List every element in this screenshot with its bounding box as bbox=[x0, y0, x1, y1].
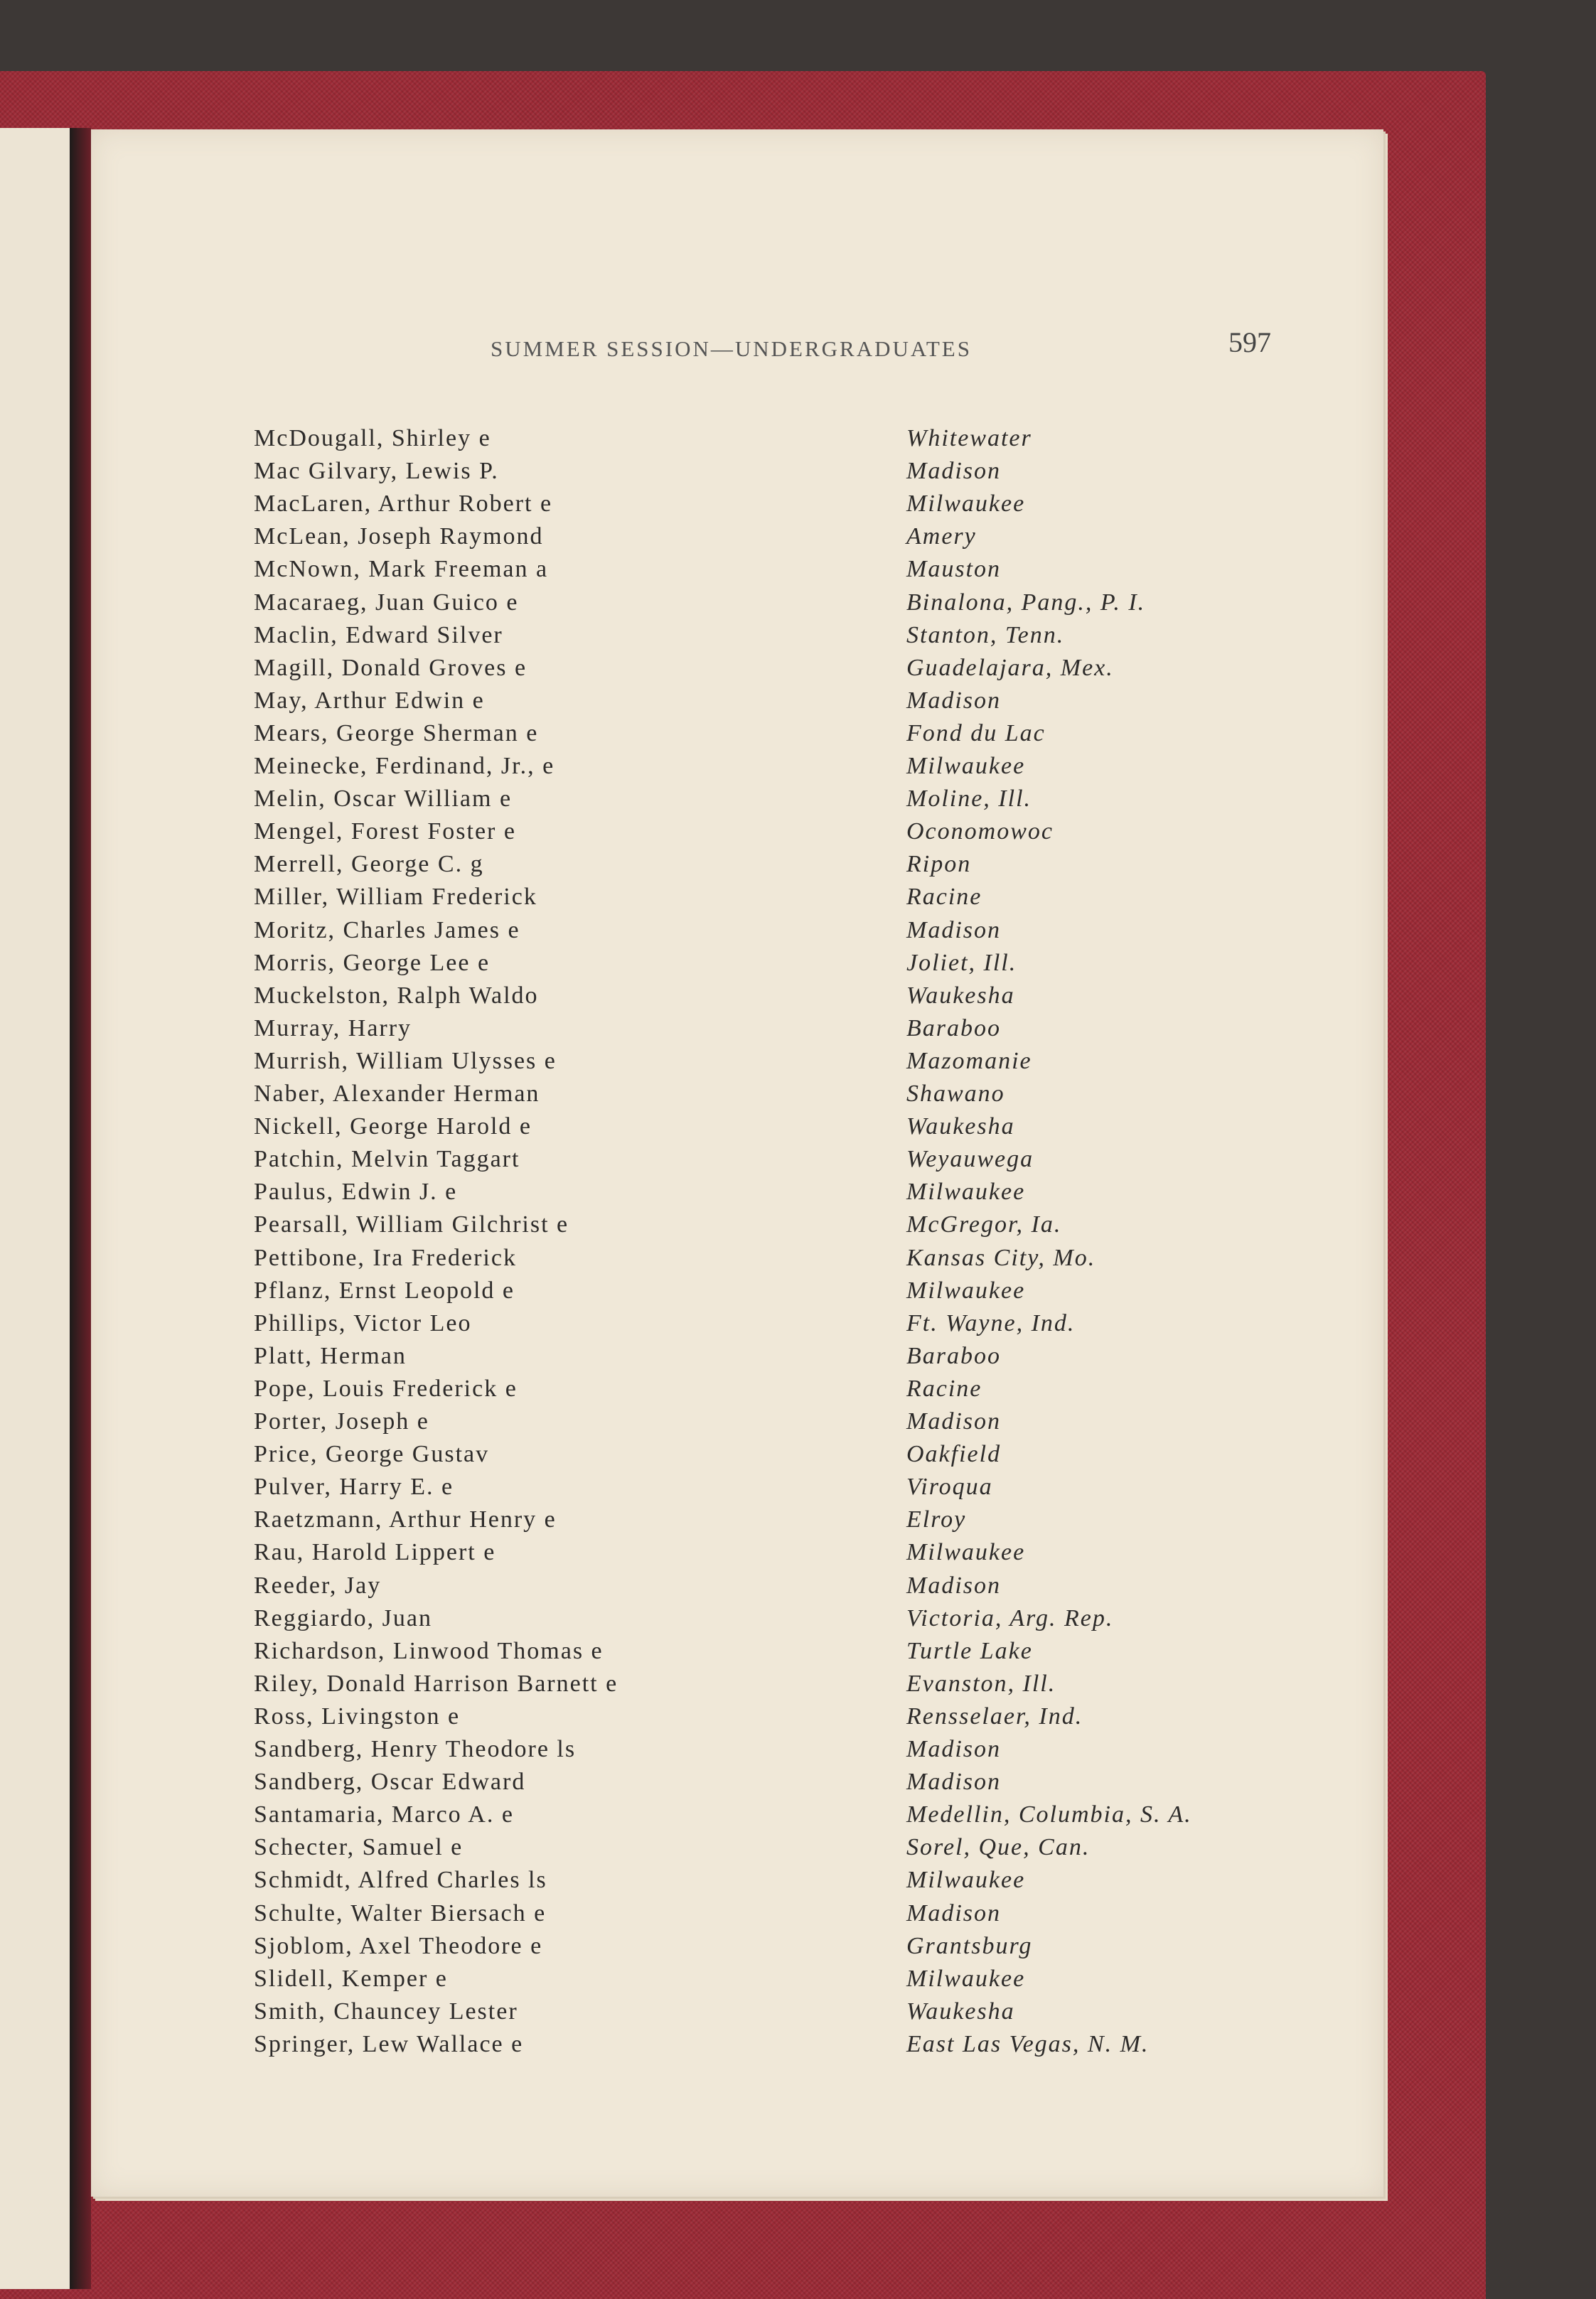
page-number: 597 bbox=[1228, 326, 1271, 358]
student-name: Macaraeg, Juan Guico e bbox=[254, 589, 519, 616]
student-hometown: Rensselaer, Ind. bbox=[906, 1703, 1083, 1730]
student-name: May, Arthur Edwin e bbox=[254, 687, 485, 714]
student-name: Ross, Livingston e bbox=[254, 1703, 461, 1730]
student-hometown: Grantsburg bbox=[906, 1932, 1033, 1959]
list-item bbox=[0, 1769, 1596, 1801]
student-name: Pettibone, Ira Frederick bbox=[254, 1244, 517, 1271]
student-hometown: Milwaukee bbox=[906, 1965, 1026, 1992]
student-name: Paulus, Edwin J. e bbox=[254, 1179, 458, 1206]
list-item bbox=[0, 1408, 1596, 1441]
student-hometown: Amery bbox=[906, 523, 977, 550]
student-name: Sjoblom, Axel Theodore e bbox=[254, 1932, 543, 1959]
student-hometown: Oakfield bbox=[906, 1441, 1002, 1468]
list-item bbox=[0, 1015, 1596, 1048]
student-hometown: Guadelajara, Mex. bbox=[906, 654, 1114, 681]
list-item bbox=[0, 655, 1596, 687]
list-item bbox=[0, 556, 1596, 589]
list-item bbox=[0, 1671, 1596, 1703]
student-hometown: Waukesha bbox=[906, 1113, 1015, 1140]
student-hometown: Weyauwega bbox=[906, 1146, 1034, 1173]
list-item bbox=[0, 950, 1596, 982]
student-hometown: Milwaukee bbox=[906, 1179, 1026, 1206]
list-item bbox=[0, 1736, 1596, 1769]
student-name: Reggiardo, Juan bbox=[254, 1604, 432, 1631]
student-hometown: Mauston bbox=[906, 556, 1001, 583]
list-item bbox=[0, 1703, 1596, 1736]
student-name: Murrish, William Ulysses e bbox=[254, 1047, 557, 1074]
student-hometown: Viroqua bbox=[906, 1474, 993, 1501]
student-name: Magill, Donald Groves e bbox=[254, 654, 527, 681]
student-name: Riley, Donald Harrison Barnett e bbox=[254, 1670, 618, 1697]
list-item bbox=[0, 1900, 1596, 1933]
student-name: Pearsall, William Gilchrist e bbox=[254, 1211, 569, 1238]
student-name: Richardson, Linwood Thomas e bbox=[254, 1637, 604, 1664]
student-hometown: Madison bbox=[906, 1408, 1001, 1435]
list-item bbox=[0, 1081, 1596, 1113]
student-name: Mengel, Forest Foster e bbox=[254, 818, 516, 845]
list-item bbox=[0, 917, 1596, 950]
student-name: Pflanz, Ernst Leopold e bbox=[254, 1277, 515, 1304]
student-name: Melin, Oscar William e bbox=[254, 786, 513, 813]
list-item bbox=[0, 458, 1596, 491]
student-hometown: Moline, Ill. bbox=[906, 786, 1032, 813]
student-name: MacLaren, Arthur Robert e bbox=[254, 491, 553, 518]
student-hometown: Fond du Lac bbox=[906, 719, 1046, 746]
student-name: Naber, Alexander Herman bbox=[254, 1081, 540, 1107]
list-item bbox=[0, 2031, 1596, 2064]
student-hometown: East Las Vegas, N. M. bbox=[906, 2030, 1150, 2057]
student-hometown: Oconomowoc bbox=[906, 818, 1054, 845]
student-hometown: Sorel, Que, Can. bbox=[906, 1834, 1091, 1861]
list-item bbox=[0, 1605, 1596, 1638]
student-name: Reeder, Jay bbox=[254, 1572, 382, 1599]
student-hometown: Milwaukee bbox=[906, 1867, 1026, 1894]
student-hometown: Ft. Wayne, Ind. bbox=[906, 1309, 1076, 1336]
list-item bbox=[0, 1966, 1596, 1998]
list-item bbox=[0, 1245, 1596, 1277]
student-hometown: Madison bbox=[906, 1769, 1001, 1796]
list-item bbox=[0, 491, 1596, 523]
list-item bbox=[0, 1506, 1596, 1539]
student-name: Schulte, Walter Biersach e bbox=[254, 1899, 547, 1926]
student-hometown: Racine bbox=[906, 884, 982, 911]
list-item bbox=[0, 1310, 1596, 1343]
student-name: McNown, Mark Freeman a bbox=[254, 556, 549, 583]
student-hometown: Madison bbox=[906, 1736, 1001, 1762]
list-item bbox=[0, 589, 1596, 622]
list-item bbox=[0, 982, 1596, 1015]
list-item bbox=[0, 425, 1596, 458]
student-name: Porter, Joseph e bbox=[254, 1408, 429, 1435]
student-name: Mac Gilvary, Lewis P. bbox=[254, 458, 499, 485]
student-name: Patchin, Melvin Taggart bbox=[254, 1146, 520, 1173]
student-name: Platt, Herman bbox=[254, 1342, 407, 1369]
student-name: Meinecke, Ferdinand, Jr., e bbox=[254, 753, 555, 779]
student-hometown: Turtle Lake bbox=[906, 1637, 1033, 1664]
student-name: Merrell, George C. g bbox=[254, 851, 484, 878]
list-item bbox=[0, 1376, 1596, 1408]
student-name: Moritz, Charles James e bbox=[254, 916, 520, 943]
student-hometown: Waukesha bbox=[906, 982, 1015, 1009]
student-name: Muckelston, Ralph Waldo bbox=[254, 982, 539, 1009]
student-hometown: Stanton, Tenn. bbox=[906, 621, 1065, 648]
student-hometown: Ripon bbox=[906, 851, 972, 878]
student-hometown: Racine bbox=[906, 1375, 982, 1402]
student-hometown: Kansas City, Mo. bbox=[906, 1244, 1096, 1271]
student-name: Phillips, Victor Leo bbox=[254, 1309, 472, 1336]
student-hometown: Medellin, Columbia, S. A. bbox=[906, 1801, 1192, 1828]
student-name: Slidell, Kemper e bbox=[254, 1965, 448, 1992]
student-hometown: Baraboo bbox=[906, 1014, 1001, 1041]
student-name: McLean, Joseph Raymond bbox=[254, 523, 544, 550]
list-item bbox=[0, 1867, 1596, 1899]
list-item bbox=[0, 1933, 1596, 1966]
student-hometown: Milwaukee bbox=[906, 1539, 1026, 1566]
list-item bbox=[0, 1801, 1596, 1834]
list-item bbox=[0, 1211, 1596, 1244]
student-name: Miller, William Frederick bbox=[254, 884, 537, 911]
list-item bbox=[0, 1179, 1596, 1211]
student-hometown: Victoria, Arg. Rep. bbox=[906, 1604, 1114, 1631]
student-hometown: Joliet, Ill. bbox=[906, 949, 1017, 976]
list-item bbox=[0, 753, 1596, 786]
student-hometown: Madison bbox=[906, 458, 1001, 485]
student-name: Raetzmann, Arthur Henry e bbox=[254, 1506, 557, 1533]
list-item bbox=[0, 1474, 1596, 1506]
list-item bbox=[0, 1539, 1596, 1572]
list-item bbox=[0, 786, 1596, 818]
list-item bbox=[0, 687, 1596, 720]
list-item bbox=[0, 720, 1596, 753]
list-item bbox=[0, 1048, 1596, 1081]
student-hometown: Elroy bbox=[906, 1506, 967, 1533]
student-name: Pope, Louis Frederick e bbox=[254, 1375, 518, 1402]
student-hometown: Madison bbox=[906, 916, 1001, 943]
student-hometown: Baraboo bbox=[906, 1342, 1001, 1369]
student-hometown: Madison bbox=[906, 687, 1001, 714]
student-name: Sandberg, Henry Theodore ls bbox=[254, 1736, 577, 1762]
student-hometown: McGregor, Ia. bbox=[906, 1211, 1062, 1238]
list-item bbox=[0, 523, 1596, 556]
list-item bbox=[0, 851, 1596, 884]
list-item bbox=[0, 1638, 1596, 1671]
list-item bbox=[0, 1277, 1596, 1310]
student-name: Morris, George Lee e bbox=[254, 949, 491, 976]
student-hometown: Evanston, Ill. bbox=[906, 1670, 1056, 1697]
list-item bbox=[0, 818, 1596, 851]
list-item bbox=[0, 1998, 1596, 2031]
student-hometown: Milwaukee bbox=[906, 491, 1026, 518]
student-name: Pulver, Harry E. e bbox=[254, 1474, 454, 1501]
student-name: McDougall, Shirley e bbox=[254, 425, 491, 451]
student-hometown: Waukesha bbox=[906, 1998, 1015, 2025]
student-name: Maclin, Edward Silver bbox=[254, 621, 503, 648]
list-item bbox=[0, 1343, 1596, 1376]
student-hometown: Binalona, Pang., P. I. bbox=[906, 589, 1146, 616]
student-hometown: Shawano bbox=[906, 1081, 1005, 1107]
list-item bbox=[0, 622, 1596, 655]
student-name: Murray, Harry bbox=[254, 1014, 412, 1041]
student-name: Rau, Harold Lippert e bbox=[254, 1539, 496, 1566]
student-name: Mears, George Sherman e bbox=[254, 719, 539, 746]
list-item bbox=[0, 1572, 1596, 1605]
list-item bbox=[0, 1146, 1596, 1179]
list-item bbox=[0, 884, 1596, 916]
student-name: Smith, Chauncey Lester bbox=[254, 1998, 518, 2025]
running-header: SUMMER SESSION—UNDERGRADUATES bbox=[491, 336, 972, 361]
student-name: Springer, Lew Wallace e bbox=[254, 2030, 524, 2057]
student-hometown: Mazomanie bbox=[906, 1047, 1032, 1074]
list-item bbox=[0, 1113, 1596, 1146]
list-item bbox=[0, 1441, 1596, 1474]
student-name: Sandberg, Oscar Edward bbox=[254, 1769, 526, 1796]
student-name: Nickell, George Harold e bbox=[254, 1113, 532, 1140]
student-hometown: Milwaukee bbox=[906, 1277, 1026, 1304]
student-name: Schmidt, Alfred Charles ls bbox=[254, 1867, 547, 1894]
student-hometown: Madison bbox=[906, 1572, 1001, 1599]
student-hometown: Whitewater bbox=[906, 425, 1032, 451]
student-name: Schecter, Samuel e bbox=[254, 1834, 464, 1861]
student-name: Price, George Gustav bbox=[254, 1441, 490, 1468]
student-name: Santamaria, Marco A. e bbox=[254, 1801, 514, 1828]
student-hometown: Madison bbox=[906, 1899, 1001, 1926]
list-item bbox=[0, 1834, 1596, 1867]
student-hometown: Milwaukee bbox=[906, 753, 1026, 779]
